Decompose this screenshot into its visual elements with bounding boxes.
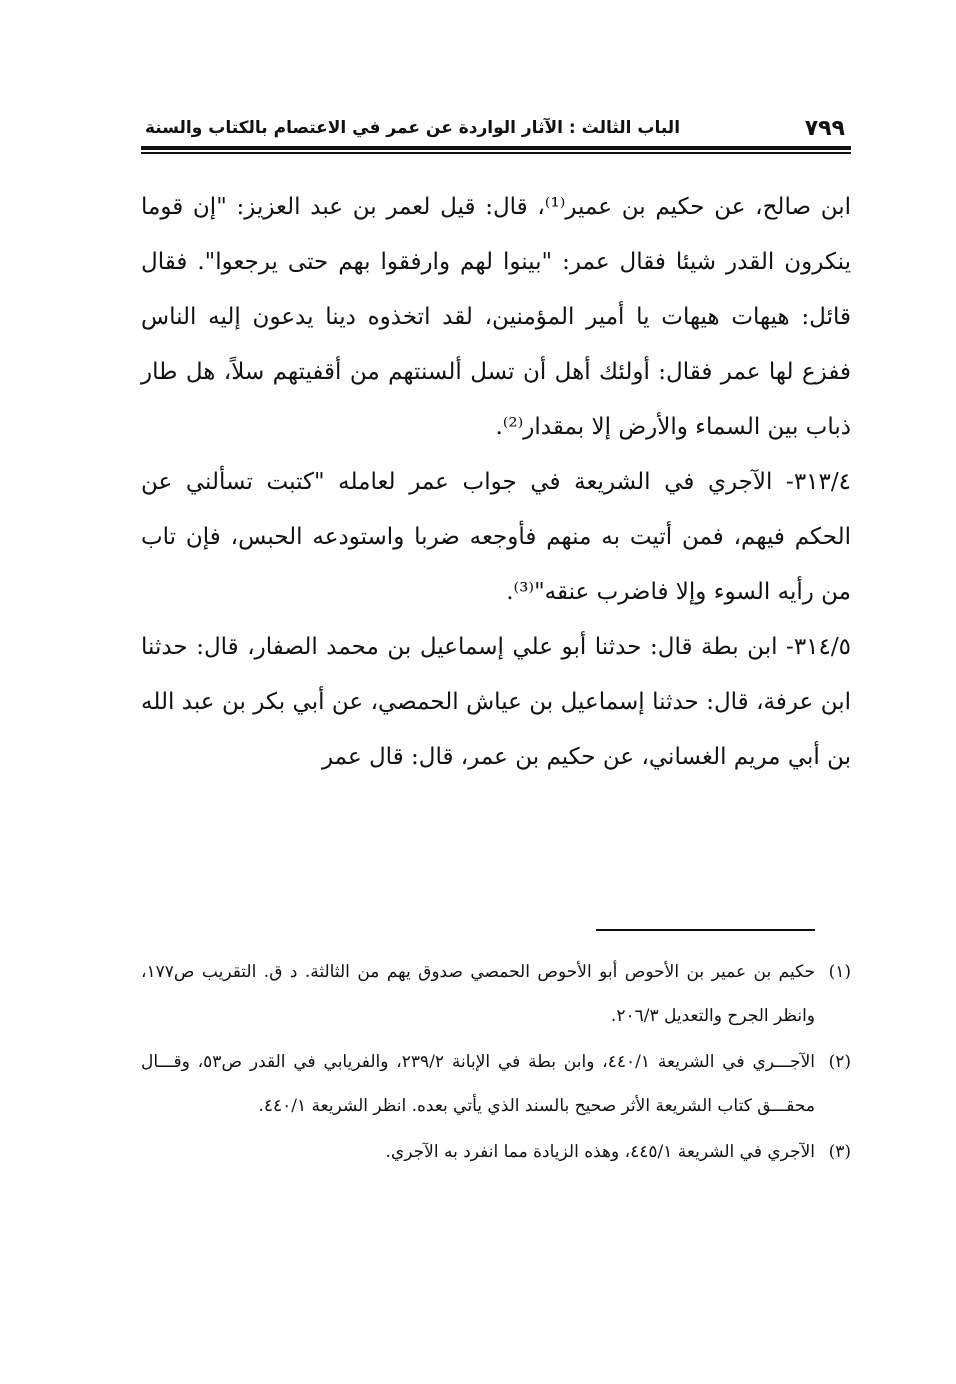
main-text <box>141 180 851 785</box>
paragraph-313: ٣١٣/٤- الآجري في الشريعة في جواب عمر لعامله "كتبت تسألني عن الحكم فيهم، فمن أتيت به منهم فأوجعه ضربا واستودعه الحبس، فإن تاب من رأيه السوء وإلا فاضرب عنقه"⁽³⁾. <box>141 469 851 605</box>
footnote-text: الآجري في الشريعة ٤٤٥/١، وهذه الزيادة مما انفرد به الآجري. <box>385 1142 815 1162</box>
header-rule-thin <box>141 152 851 154</box>
footnote-text: حكيم بن عمير بن الأحوص أبو الأحوص الحمصي صدوق يهم من الثالثة. د ق. التقريب ص١٧٧، وانظر الجرح والتعديل ٢٠٦/٣. <box>141 962 815 1026</box>
footnote-separator <box>596 929 815 931</box>
paragraph-continuation: ابن صالح، عن حكيم بن عمير⁽¹⁾، قال: قيل لعمر بن عبد العزيز: "إن قوما ينكرون القدر شيئا فقال عمر: "بينوا لهم وارفقوا بهم حتى يرجعوا". فقال قائل: هيهات هيهات يا أمير المؤمنين، لقد اتخذوه دينا يدعون إليه الناس ففزع لها عمر فقال: أولئك أهل أن تسل ألسنتهم من أقفيتهم سلاً، هل طار ذباب بين السماء والأرض إلا بمقدار⁽²⁾. <box>141 194 851 440</box>
footnote-marker: (٢) <box>828 1052 851 1072</box>
header-rule-thick <box>141 146 851 150</box>
footnote-2 <box>141 1040 851 1128</box>
running-title: الباب الثالث : الآثار الواردة عن عمر في الاعتصام بالكتاب والسنة <box>145 118 681 138</box>
page-number: ٧٩٩ <box>804 116 845 141</box>
footnote-1 <box>141 950 851 1038</box>
paragraph-314: ٣١٤/٥- ابن بطة قال: حدثنا أبو علي إسماعيل بن محمد الصفار، قال: حدثنا ابن عرفة، قال: حدثنا إسماعيل بن عياش الحمصي، عن أبي بكر بن عبد الله بن أبي مريم الغساني، عن حكيم بن عمر، قال: قال عمر <box>141 634 851 770</box>
footnotes <box>141 950 851 1174</box>
footnote-marker: (٣) <box>828 1142 851 1162</box>
footnote-marker: (١) <box>828 962 851 982</box>
footnote-3 <box>141 1130 851 1174</box>
page-header <box>141 110 851 148</box>
footnote-text: الآجـــري في الشريعة ٤٤٠/١، وابن بطة في الإبانة ٢٣٩/٢، والفريابي في القدر ص٥٣، وقـــال محقـــق كتاب الشريعة الأثر صحيح بالسند الذي يأتي بعده. انظر الشريعة ٤٤٠/١. <box>141 1052 816 1116</box>
